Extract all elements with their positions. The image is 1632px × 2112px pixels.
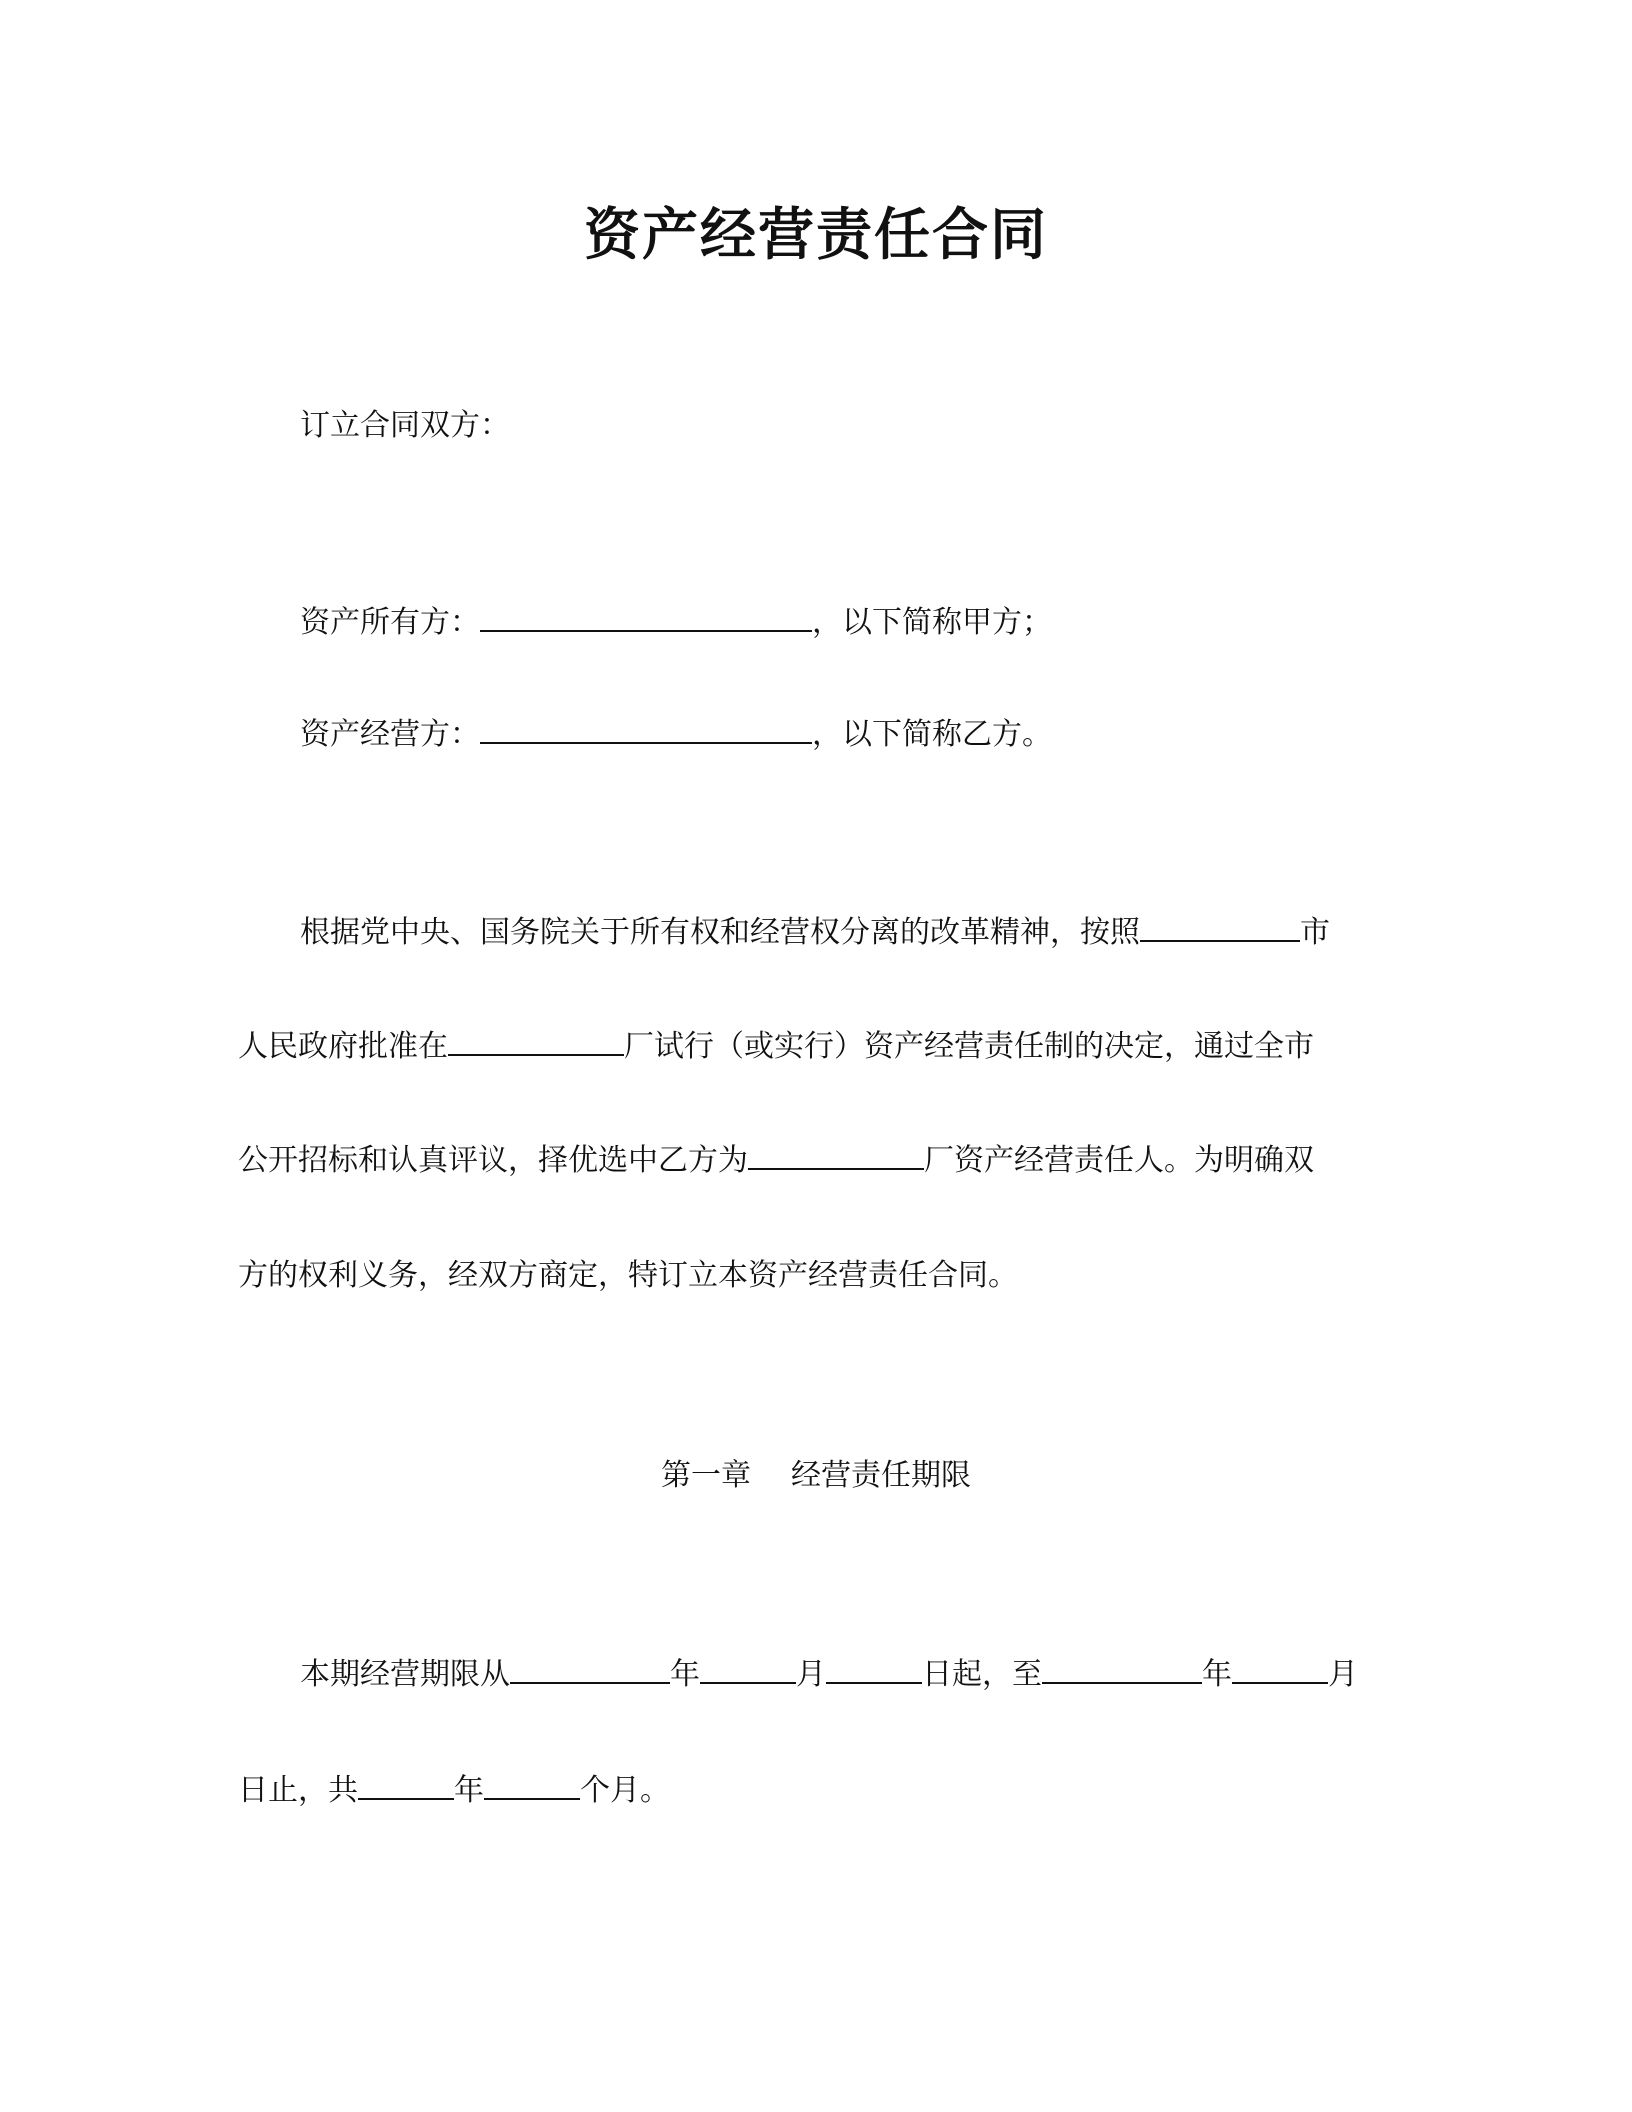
owner-name-blank[interactable]	[480, 600, 812, 632]
term-text: 月	[1328, 1657, 1358, 1692]
term-text: 年	[670, 1657, 700, 1692]
operator-label: 资产经营方：	[300, 717, 480, 752]
chapter-name: 经营责任期限	[791, 1458, 971, 1493]
term-text: 年	[454, 1773, 484, 1808]
preamble-text: 根据党中央、国务院关于所有权和经营权分离的改革精神，按照	[300, 915, 1140, 950]
owner-suffix: ，以下简称甲方；	[812, 605, 1052, 640]
term-text: 日起，至	[922, 1657, 1042, 1692]
end-month-blank[interactable]	[1232, 1652, 1328, 1684]
factory-blank[interactable]	[448, 1024, 624, 1056]
owner-line	[300, 600, 1052, 644]
chapter-heading	[0, 1454, 1632, 1498]
preamble-text: 厂试行（或实行）资产经营责任制的决定，通过全市	[624, 1029, 1314, 1064]
total-months-blank[interactable]	[484, 1768, 580, 1800]
preamble-line-3	[238, 1138, 1314, 1182]
preamble-text: 人民政府批准在	[238, 1029, 448, 1064]
term-text: 个月。	[580, 1773, 670, 1808]
preamble-line-1	[300, 910, 1330, 954]
term-line-2	[238, 1768, 670, 1812]
chapter-number: 第一章	[661, 1458, 751, 1493]
term-text: 日止，共	[238, 1773, 358, 1808]
term-text: 本期经营期限从	[300, 1657, 510, 1692]
term-line-1	[300, 1652, 1358, 1696]
start-month-blank[interactable]	[700, 1652, 796, 1684]
document-title: 资产经营责任合同	[584, 203, 1048, 268]
preamble-text: 厂资产经营责任人。为明确双	[924, 1143, 1314, 1178]
owner-label: 资产所有方：	[300, 605, 480, 640]
operator-line	[300, 712, 1052, 756]
term-text: 年	[1202, 1657, 1232, 1692]
parties-intro: 订立合同双方：	[300, 408, 510, 443]
preamble-line-2	[238, 1024, 1314, 1068]
operator-suffix: ，以下简称乙方。	[812, 717, 1052, 752]
preamble-text: 市	[1300, 915, 1330, 950]
total-years-blank[interactable]	[358, 1768, 454, 1800]
factory-name-blank[interactable]	[748, 1138, 924, 1170]
preamble-line-4: 方的权利义务，经双方商定，特订立本资产经营责任合同。	[238, 1258, 1018, 1293]
preamble-text: 公开招标和认真评议，择优选中乙方为	[238, 1143, 748, 1178]
end-year-blank[interactable]	[1042, 1652, 1202, 1684]
start-day-blank[interactable]	[826, 1652, 922, 1684]
term-text: 月	[796, 1657, 826, 1692]
operator-name-blank[interactable]	[480, 712, 812, 744]
city-blank[interactable]	[1140, 910, 1300, 942]
start-year-blank[interactable]	[510, 1652, 670, 1684]
